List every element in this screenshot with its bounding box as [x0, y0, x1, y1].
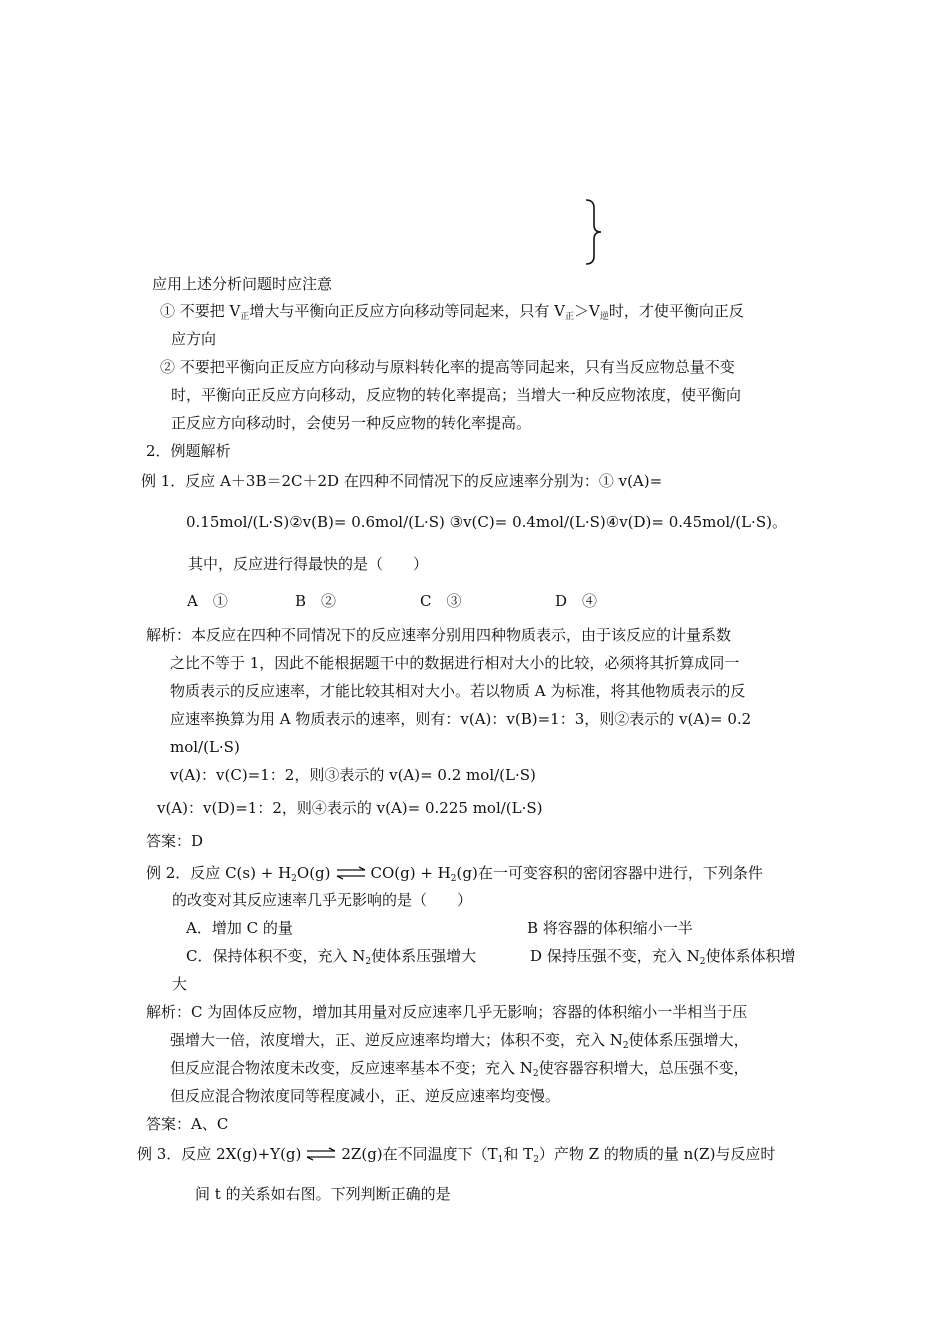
example-1-option-b: B ②: [295, 592, 337, 610]
note-2-line-1: ② 不要把平衡向正反应方向移动与原料转化率的提高等同起来，只有当反应物总量不变: [160, 358, 735, 376]
right-brace-symbol: [582, 198, 604, 266]
equilibrium-arrow-icon: [335, 866, 367, 880]
example-1-analysis-line-1: 解析：本反应在四种不同情况下的反应速率分别用四种物质表示，由于该反应的计量系数: [146, 626, 732, 644]
example-2-analysis-line-4: 但反应混合物浓度同等程度减小，正、逆反应速率均变慢。: [170, 1087, 561, 1105]
example-3-line-2: 间 t 的关系如右图。下列判断正确的是: [195, 1185, 451, 1203]
note-2-line-3: 正反应方向移动时，会使另一种反应物的转化率提高。: [171, 414, 532, 432]
example-2-option-d: D 保持压强不变，充入 $N_2$使体系体积增: [530, 947, 796, 967]
example-2-option-c: C．保持体积不变，充入 $N_2$使体系压强增大: [186, 947, 477, 967]
example-2-option-b: B 将容器的体积缩小一半: [527, 919, 693, 937]
example-1-line-2: 0.15mol/(L·S)②v(B)= 0.6mol/(L·S) ③v(C)= 0.4mol/(L·S)④v(D)= 0.45mol/(L·S)。: [186, 513, 787, 531]
example-1-question: 其中，反应进行得最快的是（ ）: [188, 555, 429, 573]
example-2-analysis-line-1: 解析：C 为固体反应物，增加其用量对反应速率几乎无影响；容器的体积缩小一半相当于压: [146, 1003, 748, 1021]
note-1-line-2: 应方向: [171, 330, 217, 348]
section-heading: 2．例题解析: [146, 442, 231, 460]
equilibrium-arrow-icon: [305, 1147, 337, 1161]
example-2-analysis-line-2: 强增大一倍，浓度增大，正、逆反应速率均增大；体积不变，充入 $N_2$使体系压强增大，: [170, 1031, 749, 1051]
example-2-line-2: 的改变对其反应速率几乎无影响的是（ ）: [172, 891, 473, 909]
example-1-analysis-line-4: 应速率换算为用 A 物质表示的速率，则有：v(A)：v(B)=1：3，则②表示的 v(A)= 0.2: [170, 710, 752, 728]
example-1-analysis-line-6: v(A)：v(C)=1：2，则③表示的 v(A)= 0.2 mol/(L·S): [170, 766, 536, 784]
example-1-analysis-line-3: 物质表示的反应速率，才能比较其相对大小。若以物质 A 为标准，将其他物质表示的反: [170, 682, 746, 700]
example-1-analysis-line-2: 之比不等于 1，因此不能根据题干中的数据进行相对大小的比较，必须将其折算成同一: [170, 654, 740, 672]
example-2-option-d-wrap: 大: [172, 975, 188, 993]
note-2-line-2: 时，平衡向正反应方向移动，反应物的转化率提高；当增大一种反应物浓度，使平衡向: [171, 386, 742, 404]
example-1-line-1: 例 1．反应 A＋3B＝2C＋2D 在四种不同情况下的反应速率分别为：① v(A)=: [141, 472, 663, 490]
example-1-option-d: D ④: [555, 592, 598, 610]
example-2-analysis-line-3: 但反应混合物浓度未改变，反应速率基本不变；充入 $N_2$使容器容积增大，总压强不变，: [170, 1059, 749, 1079]
example-1-analysis-line-7: v(A)：v(D)=1：2，则④表示的 v(A)= 0.225 mol/(L·S): [157, 799, 543, 817]
note-intro: 应用上述分析问题时应注意: [152, 275, 333, 293]
example-2-answer: 答案：A、C: [146, 1115, 229, 1133]
example-1-answer: 答案：D: [146, 832, 204, 850]
example-1-analysis-line-5: mol/(L·S): [170, 738, 240, 756]
note-1-line-1: ① 不要把 $V_正$增大与平衡向正反应方向移动等同起来，只有 $V_正>V_逆$时，才使平衡向正反: [160, 302, 744, 322]
example-1-option-c: C ③: [420, 592, 462, 610]
example-2-line-1: 例 2．反应 $C(s) + H_2O(g) CO(g) + H_2(g)$在一可变容积的密闭容器中进行，下列条件: [146, 864, 763, 884]
example-1-option-a: A ①: [187, 592, 228, 610]
example-3-line-1: 例 3．反应 2X(g)+Y(g) 2Z(g)在不同温度下（$T_1$和 $T_2$）产物 Z 的物质的量 n(Z)与反应时: [137, 1145, 776, 1165]
example-2-option-a: A．增加 C 的量: [186, 919, 293, 937]
